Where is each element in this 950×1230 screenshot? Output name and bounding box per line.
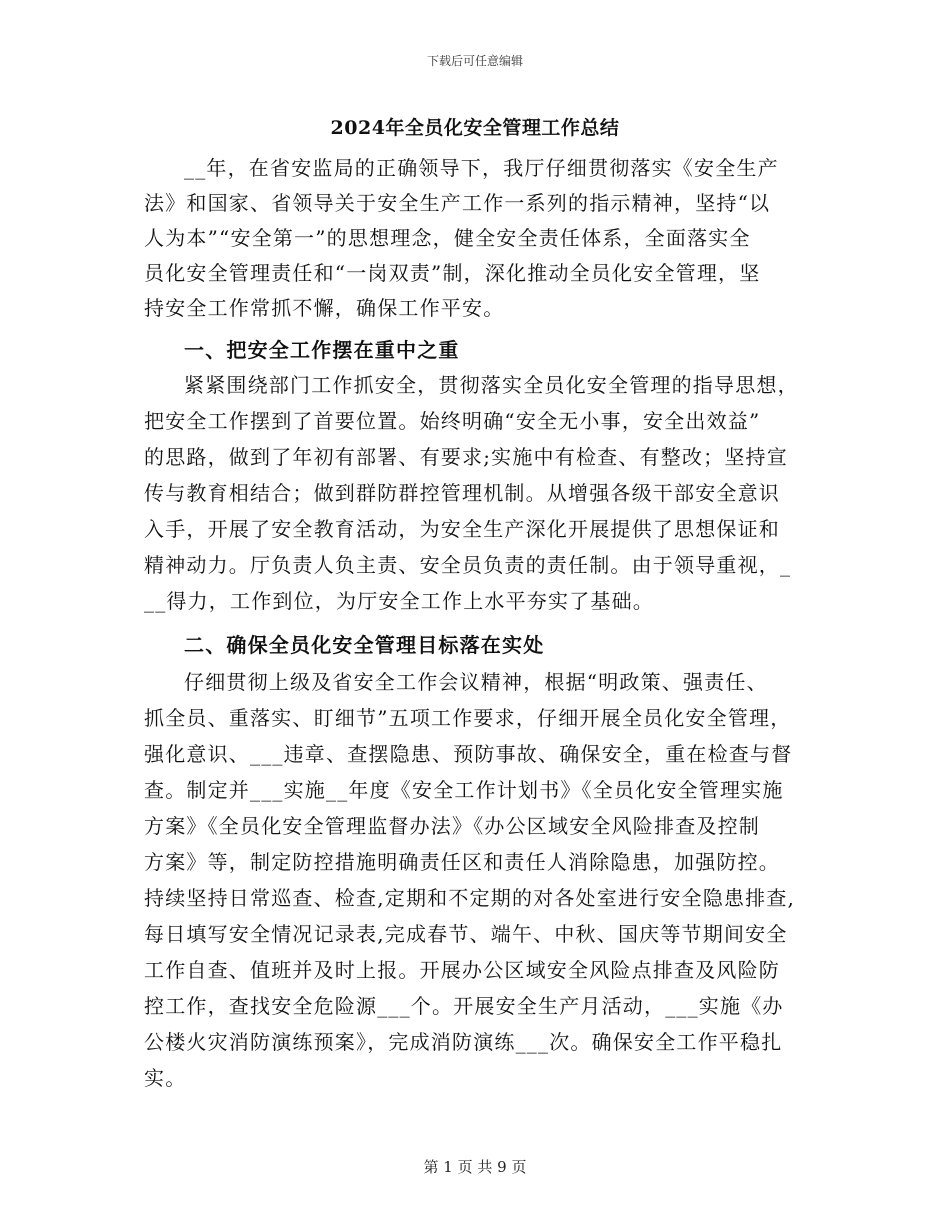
document-title: 2024年全员化安全管理工作总结 [330, 117, 620, 139]
paragraph-line: 仔细贯彻上级及省安全工作会议精神，根据“明政策、强责任、 [184, 670, 768, 694]
paragraph-line: 员化安全管理责任和“一岗双责”制，深化推动全员化安全管理，坚 [144, 261, 761, 285]
paragraph-line: 入手，开展了安全教育活动，为安全生产深化开展提供了思想保证和 [144, 517, 780, 541]
paragraph-line: 精神动力。厅负责人负主责、安全员负责的责任制。由于领导重视，_ [144, 553, 792, 577]
paragraph-line: __得力，工作到位，为厅安全工作上水平夯实了基础。 [144, 589, 654, 613]
paragraph-line: __年，在省安监局的正确领导下，我厅仔细贯彻落实《安全生产 [184, 156, 779, 180]
page-header: 下载后可任意编辑 [426, 54, 523, 68]
paragraph-line: 查。制定并___实施__年度《安全工作计划书》《全员化安全管理实施 [144, 778, 784, 802]
paragraph-line: 紧紧围绕部门工作抓安全，贯彻落实全员化安全管理的指导思想， [184, 373, 799, 397]
paragraph-line: 公楼火灾消防演练预案》，完成消防演练___次。确保安全工作平稳扎 [144, 1030, 783, 1054]
paragraph-line: 控工作，查找安全危险源___个。开展安全生产月活动，___实施《办 [144, 994, 784, 1018]
paragraph-line: 持续坚持日常巡查、检查,定期和不定期的对各处室进行安全隐患排查, [144, 886, 796, 910]
section-heading: 一、把安全工作摆在重中之重 [184, 338, 460, 362]
paragraph-line: 强化意识、___违章、查摆隐患、预防事故、确保安全，重在检查与督 [144, 742, 793, 766]
paragraph-line: 每日填写安全情况记录表,完成春节、端午、中秋、国庆等节期间安全 [144, 922, 788, 946]
paragraph-line: 法》和国家、省领导关于安全生产工作一系列的指示精神，坚持“以 [144, 191, 771, 215]
paragraph-line: 人为本”“安全第一”的思想理念，健全安全责任体系，全面落实全 [144, 226, 751, 250]
paragraph-line: 把安全工作摆到了首要位置。始终明确“安全无小事，安全出效益” [144, 409, 761, 433]
paragraph-line: 方案》等，制定防控措施明确责任区和责任人消除隐患，加强防控。 [144, 850, 780, 874]
section-heading: 二、确保全员化安全管理目标落在实处 [184, 633, 545, 657]
paragraph-line: 传与教育相结合；做到群防群控管理机制。从增强各级干部安全意识 [144, 481, 780, 505]
paragraph-line: 方案》《全员化安全管理监督办法》《办公区域安全风险排查及控制 [144, 814, 760, 838]
paragraph-line: 抓全员、重落实、盯细节”五项工作要求，仔细开展全员化安全管理， [144, 706, 792, 730]
page-number: 第 1 页 共 9 页 [423, 1158, 527, 1176]
paragraph-line: 持安全工作常抓不懈，确保工作平安。 [144, 296, 505, 320]
paragraph-line: 实。 [144, 1066, 187, 1090]
paragraph-line: 的思路，做到了年初有部署、有要求;实施中有检查、有整改；坚持宣 [144, 445, 788, 469]
paragraph-line: 工作自查、值班并及时上报。开展办公区域安全风险点排查及风险防 [144, 958, 780, 982]
